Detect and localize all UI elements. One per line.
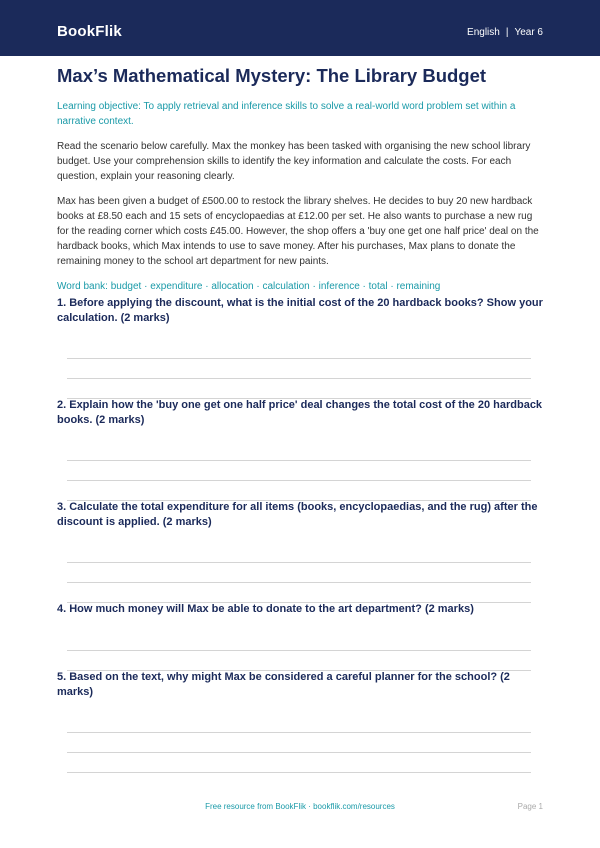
page-title: Max’s Mathematical Mystery: The Library Budget [57,65,487,86]
subject-year-label [467,27,543,38]
question-4: 4. How much money will Max be able to donate to the art department? (2 marks) [57,603,474,615]
answer-line[interactable] [67,358,531,359]
answer-line[interactable] [67,480,531,481]
question-2: 2. Explain how the 'buy one get one half price' deal changes the total cost of the 20 hardback books. (2 marks) [57,399,543,426]
learning-objective: Learning objective: To apply retrieval and inference skills to solve a real-world word problem set within a narrative context. [57,101,516,127]
brand-logo: BookFlik [57,23,122,40]
page-number: Page 1 [517,802,543,811]
worksheet-intro [57,64,543,294]
page-header [0,0,600,56]
word-bank: Word bank: budget · expenditure · allocation · calculation · inference · total · remaining [57,281,441,292]
subject-label: English [467,27,500,38]
answer-line[interactable] [67,562,531,563]
question-3: 3. Calculate the total expenditure for all items (books, encyclopaedias, and the rug) after the discount is applied. (2 marks) [57,501,538,528]
answer-line[interactable] [67,772,531,773]
answer-line[interactable] [67,460,531,461]
subject-separator: | [505,27,509,38]
answer-line[interactable] [67,732,531,733]
scenario-paragraph: Max has been given a budget of £500.00 to restock the library shelves. He decides to buy 20 new hardback books at £8.50 each and 15 sets of encyclopaedias at £12.00 per set. He also wants to purchase a new rug for the reading corner which costs £45.00. However, the shop offers a 'buy one get one half price' deal on the hardback books, which Max intends to use to save money. After his purchases, Max plans to donate the remaining money to the school art department for new paints. [57,196,539,267]
question-5: 5. Based on the text, why might Max be considered a careful planner for the school? (2 marks) [57,671,510,698]
answer-line[interactable] [67,582,531,583]
intro-paragraph: Read the scenario below carefully. Max the monkey has been tasked with organising the new school library budget. Use your comprehension skills to identify the key information and calculate the costs. For each question, explain your reasoning clearly. [57,141,531,182]
year-label: Year 6 [514,27,543,38]
question-1: 1. Before applying the discount, what is the initial cost of the 20 hardback books? Show your calculation. (2 marks) [57,297,543,324]
answer-line[interactable] [67,752,531,753]
answer-line[interactable] [67,650,531,651]
answer-line[interactable] [67,378,531,379]
footer-note: Free resource from BookFlik · bookflik.com/resources [205,802,395,811]
